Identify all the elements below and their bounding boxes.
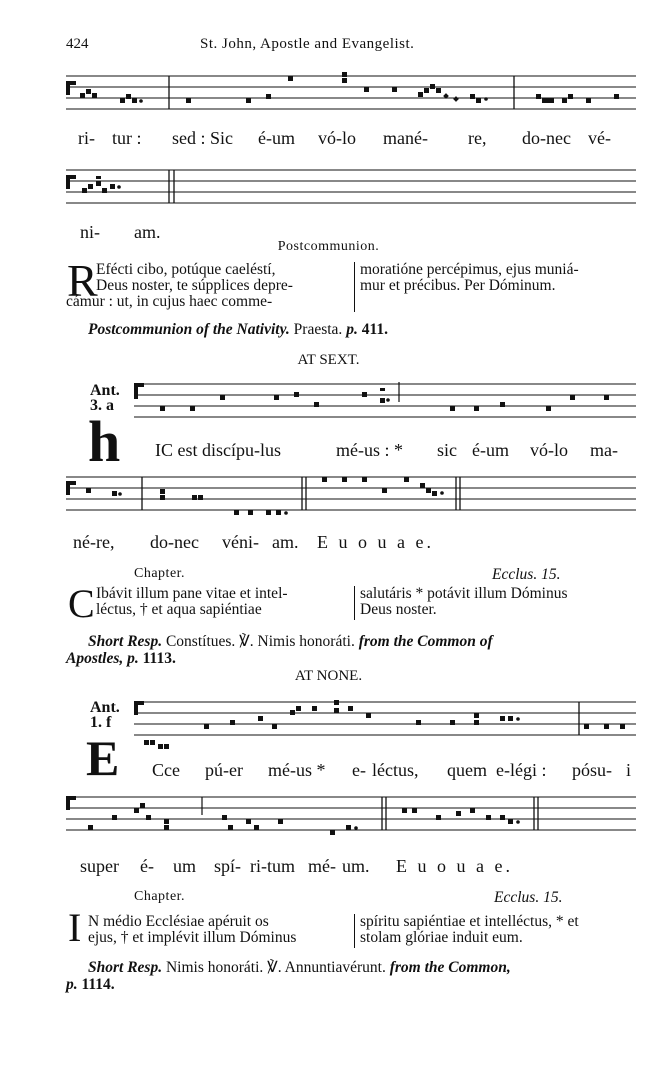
lyric: ri-tum (250, 856, 295, 876)
lyric: pú-er (205, 760, 243, 780)
lyric: super (80, 856, 119, 876)
staff-2-svg (66, 166, 636, 210)
lyric: vé- (588, 128, 611, 148)
chant-staff-2 (66, 166, 636, 210)
text-line: Efécti cibo, potúque caeléstí, (96, 261, 276, 278)
lyric: e-légi : (496, 760, 547, 780)
chant-staff-3 (134, 380, 636, 420)
lyric: mané- (383, 128, 428, 148)
sext-chapter-heading: Chapter. (134, 566, 186, 581)
none-chapter-ref: Ecclus. 15. (494, 889, 563, 906)
lyric: E u o u a e. (396, 856, 513, 876)
none-dropcap: E (86, 730, 120, 786)
chant-staff-5 (134, 698, 636, 750)
column-divider (354, 586, 355, 620)
lyric: léctus, (372, 760, 419, 780)
column-divider (354, 914, 355, 948)
lyric: sed : Sic (172, 128, 233, 148)
text-line: ejus, † et implévit illum Dóminus (88, 929, 297, 946)
sext-chapter-ref: Ecclus. 15. (492, 566, 561, 583)
ant-label: Ant. (90, 699, 120, 716)
none-short-resp (88, 958, 511, 977)
ant-label: Ant. (90, 382, 120, 399)
lyric: mé-us : * (336, 440, 403, 460)
lyric: mé- (308, 856, 336, 876)
staff-3-svg (134, 380, 636, 420)
staff-6-svg (66, 793, 636, 845)
lyric: IC est discípu-lus (155, 440, 281, 460)
chant-staff-1 (66, 72, 636, 112)
sext-dropcap: h (88, 409, 121, 474)
lyric: i (626, 760, 632, 780)
sext-chapter-right-column (360, 586, 568, 618)
none-heading: AT NONE. (294, 668, 363, 684)
none-chapter-left-column (88, 914, 296, 946)
staff-4-svg (66, 473, 636, 519)
lyric: mé-us * (268, 760, 326, 780)
chant-staff-6 (66, 793, 636, 845)
resp-label: Short Resp. (88, 633, 163, 650)
text-line: mur et précibus. Per Dóminum. (360, 277, 556, 294)
lyric: né-re, (73, 532, 115, 552)
postcommunion-left-column (66, 262, 348, 310)
page-number: 424 (66, 36, 89, 52)
lyric: Cce (152, 760, 180, 780)
resp-text: Annuntiavérunt. (284, 959, 386, 976)
lyric: vó-lo (530, 440, 568, 460)
lyric: véni- (222, 532, 259, 552)
resp-text: Nimis honoráti. (165, 959, 264, 976)
resp-from: Apostles, p. (66, 650, 139, 667)
text-line: cámur : ut, in cujus haec comme- (66, 293, 273, 310)
resp-page: 1114. (81, 976, 115, 993)
sext-short-resp (88, 632, 493, 651)
rubric-page: 411. (361, 321, 388, 338)
postcommunion-heading: Postcommunion. (277, 239, 380, 254)
versicle-icon: ℣. (239, 633, 254, 650)
lyric: am. (272, 532, 299, 552)
text-line: Deus noster, te súpplices depre- (96, 277, 293, 294)
none-ant-label (90, 700, 120, 730)
ant-mode: 3. a (90, 397, 114, 414)
sext-heading: AT SEXT. (297, 352, 360, 368)
text-line: stolam glóriae induit eum. (360, 929, 523, 946)
text-line: moratióne percépimus, ejus muniá- (360, 261, 579, 278)
lyric: é-um (472, 440, 509, 460)
text-line: Ibávit illum pane vitae et intel- (96, 585, 288, 602)
none-chapter-right-column (360, 914, 579, 946)
lyric: do-nec (522, 128, 571, 148)
rubric-text: Praesta. (293, 321, 343, 338)
resp-label: Short Resp. (88, 959, 163, 976)
lyric: quem (447, 760, 487, 780)
chant-staff-4 (66, 473, 636, 519)
lyric: é-um (258, 128, 295, 148)
none-chapter-dropcap: I (68, 905, 82, 950)
lyric: um. (342, 856, 370, 876)
lyric: e- (352, 760, 366, 780)
text-line: salutáris * potávit illum Dóminus (360, 585, 568, 602)
resp-text: Constítues. (165, 633, 236, 650)
lyric: um (173, 856, 197, 876)
text-line: N médio Ecclésiae apéruit os (88, 913, 269, 930)
staff-1-svg (66, 72, 636, 112)
versicle-icon: ℣. (267, 959, 282, 976)
resp-page: 1113. (142, 650, 176, 667)
resp-text: Nimis honoráti. (257, 633, 355, 650)
postcommunion-rubric (88, 321, 388, 339)
running-title: St. John, Apostle and Evangelist. (200, 36, 415, 52)
lyric: pósu- (572, 760, 612, 780)
lyric: ma- (590, 440, 618, 460)
ant-mode: 1. f (90, 714, 112, 731)
staff-5-svg (134, 698, 636, 750)
resp-from: from the Common, (389, 959, 511, 976)
rubric-p: p. (346, 321, 358, 338)
lyric: tur : (112, 128, 142, 148)
none-short-resp-2 (66, 976, 115, 994)
resp-from: from the Common of (358, 633, 493, 650)
text-line: spíritu sapiéntiae et intelléctus, * et (360, 913, 579, 930)
lyric: sic (437, 440, 457, 460)
lyric: spí- (214, 856, 241, 876)
lyric: ni- (80, 222, 100, 242)
sext-chapter-left-column (96, 586, 288, 618)
lyric: vó-lo (318, 128, 356, 148)
none-chapter-heading: Chapter. (134, 889, 186, 904)
rubric-italic: Postcommunion of the Nativity. (88, 321, 290, 338)
text-line: léctus, † et aqua sapiéntiae (96, 601, 262, 618)
sext-chapter-dropcap: C (68, 581, 95, 626)
postcommunion-right-column (360, 262, 579, 294)
lyric: am. (134, 222, 161, 242)
text-line: Deus noster. (360, 601, 437, 618)
lyric: é- (140, 856, 154, 876)
postcommunion-dropcap: R (67, 255, 98, 306)
lyric: E u o u a e. (317, 532, 434, 552)
lyric: ri- (78, 128, 95, 148)
resp-p: p. (66, 976, 78, 993)
lyric: do-nec (150, 532, 199, 552)
sext-short-resp-2 (66, 650, 176, 668)
column-divider (354, 262, 355, 312)
lyric: re, (468, 128, 487, 148)
